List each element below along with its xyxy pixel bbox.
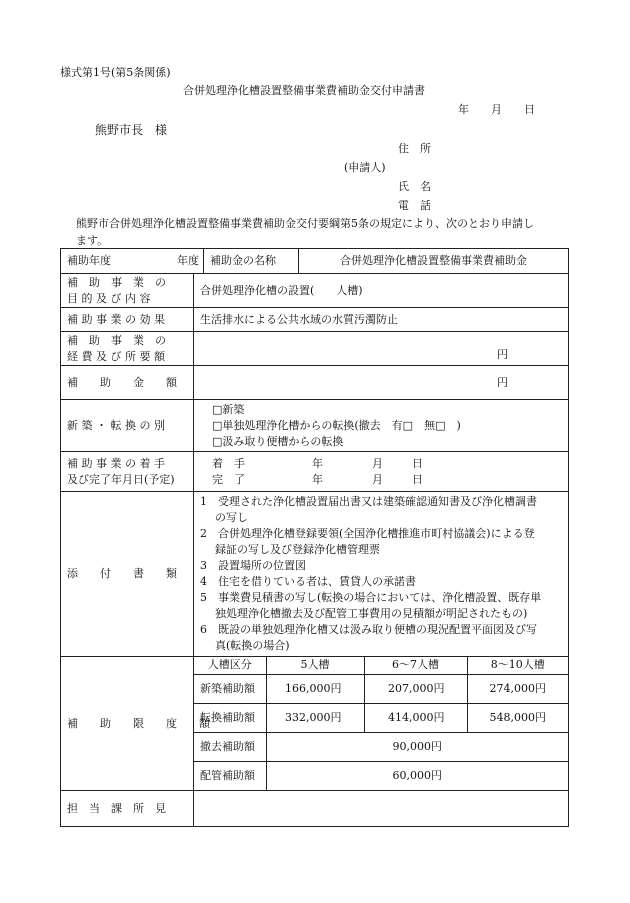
checkbox-convert-pit[interactable]: □汲み取り便槽からの転換 <box>212 434 344 448</box>
limit-label: 補 助 限 度 額 <box>61 657 194 791</box>
end-year: 年 <box>312 472 323 486</box>
name-label: 氏 名 <box>398 180 431 193</box>
subsidy-name-value: 合併処理浄化槽設置整備事業費補助金 <box>340 254 527 267</box>
new-subsidy-6-7: 207,000円 <box>364 674 467 703</box>
row-cost <box>61 332 569 366</box>
new-subsidy-label: 新築補助額 <box>194 674 266 703</box>
addressee: 熊野市長 様 <box>95 123 168 137</box>
document-title: 合併処理浄化槽設置整備事業費補助金交付申請書 <box>183 84 425 97</box>
attachment-2-cont: 録証の写し及び登録浄化槽管理票 <box>215 543 380 556</box>
type-label: 新 築 ・ 転 換 の 別 <box>61 400 194 452</box>
attachment-6-cont: 真(転換の場合) <box>215 639 290 652</box>
start-label: 着 手 <box>212 456 245 470</box>
start-day: 日 <box>412 456 423 470</box>
intro-text-cont: ます。 <box>76 234 109 247</box>
attachment-1-cont: の写し <box>215 511 248 524</box>
row-officer-opinion <box>61 791 569 827</box>
start-month: 月 <box>372 456 383 470</box>
start-year: 年 <box>312 456 323 470</box>
address-label: 住 所 <box>398 142 431 155</box>
row-limits <box>61 657 569 791</box>
attachment-5-cont: 独処理浄化槽撤去及び配管工事費用の見積額が明記されたもの) <box>215 607 528 620</box>
start-date-row[interactable] <box>212 456 562 472</box>
officer-opinion-label: 担 当 課 所 見 <box>61 791 194 827</box>
row-effect <box>61 308 569 332</box>
new-subsidy-5: 166,000円 <box>266 674 364 703</box>
checkbox-convert-septic[interactable]: □単独処理浄化槽からの転換(撤去 有□ 無□ ) <box>212 418 461 432</box>
purpose-label-cont: 目 的 及 び 内 容 <box>67 291 151 305</box>
limit-row-removal <box>194 732 568 761</box>
limit-row-piping <box>194 761 568 790</box>
date-line: 年 月 日 <box>458 103 535 116</box>
row-attachments <box>61 492 569 657</box>
application-form-table <box>60 248 569 827</box>
row-type <box>61 400 569 452</box>
cost-label-cont: 経 費 及 び 所 要 額 <box>67 349 165 363</box>
attachment-4: 4 住宅を借りている者は、賃貸人の承諾書 <box>200 575 416 588</box>
attachment-1: 1 受理された浄化槽設置届出書又は建築確認通知書及び浄化槽調書 <box>200 495 537 508</box>
effect-label: 補 助 事 業 の 効 果 <box>61 308 194 332</box>
conversion-subsidy-label: 転換補助額 <box>194 703 266 732</box>
limit-header-cell: 6〜7人槽 <box>364 657 467 674</box>
removal-subsidy-label: 撤去補助額 <box>194 732 266 761</box>
row-schedule <box>61 452 569 492</box>
purpose-value[interactable]: 合併処理浄化槽の設置( 人槽) <box>194 274 569 308</box>
schedule-label-cont: 及び完了年月日(予定) <box>67 472 175 486</box>
piping-subsidy-value: 60,000円 <box>266 761 568 790</box>
officer-opinion-field[interactable] <box>194 791 569 827</box>
limit-header-row <box>194 657 568 674</box>
attachment-6: 6 既設の単独処理浄化槽又は汲み取り便槽の現況配置平面図及び写 <box>200 623 537 636</box>
row-amount <box>61 366 569 400</box>
removal-subsidy-value: 90,000円 <box>266 732 568 761</box>
piping-subsidy-label: 配管補助額 <box>194 761 266 790</box>
cost-field[interactable]: 円 <box>194 332 569 366</box>
applicant-label: (申請人) <box>344 161 386 174</box>
attachment-5: 5 事業費見積書の写し(転換の場合においては、浄化槽設置、既存単 <box>200 591 542 604</box>
new-subsidy-8-10: 274,000円 <box>467 674 568 703</box>
end-label: 完 了 <box>212 472 245 486</box>
limit-header-cell: 8〜10人槽 <box>467 657 568 674</box>
end-day: 日 <box>412 472 423 486</box>
row-year-name <box>61 249 569 274</box>
schedule-label: 補 助 事 業 の 着 手 <box>67 456 165 470</box>
purpose-label: 補 助 事 業 の <box>67 275 166 289</box>
intro-text: 熊野市合併処理浄化槽設置整備事業費補助金交付要綱第5条の規定により、次のとおり申請し <box>76 217 534 230</box>
limit-row-conversion <box>194 703 568 732</box>
subsidy-name-label: 補助金の名称 <box>204 249 299 273</box>
form-number: 様式第1号(第5条関係) <box>60 66 171 79</box>
phone-label: 電 話 <box>398 199 431 212</box>
checkbox-new[interactable]: □新築 <box>212 402 245 416</box>
row-purpose <box>61 274 569 308</box>
end-date-row[interactable] <box>212 472 562 488</box>
end-month: 月 <box>372 472 383 486</box>
year-label: 補助年度 <box>67 254 111 267</box>
limit-row-new <box>194 674 568 703</box>
limit-header-cell: 人槽区分 <box>194 657 266 674</box>
conversion-subsidy-8-10: 548,000円 <box>467 703 568 732</box>
year-field[interactable]: 年度 <box>123 249 204 273</box>
effect-value: 生活排水による公共水域の水質汚濁防止 <box>194 308 569 332</box>
amount-label: 補 助 金 額 <box>61 366 194 400</box>
amount-field[interactable]: 円 <box>194 366 569 400</box>
conversion-subsidy-5: 332,000円 <box>266 703 364 732</box>
limit-header-cell: 5人槽 <box>266 657 364 674</box>
attachments-label: 添 付 書 類 <box>61 492 194 657</box>
cost-label: 補 助 事 業 の <box>67 333 166 347</box>
conversion-subsidy-6-7: 414,000円 <box>364 703 467 732</box>
limit-table <box>194 657 568 790</box>
attachment-3: 3 設置場所の位置図 <box>200 559 306 572</box>
attachment-2: 2 合併処理浄化槽登録要領(全国浄化槽推進市町村協議会)による登 <box>200 527 535 540</box>
